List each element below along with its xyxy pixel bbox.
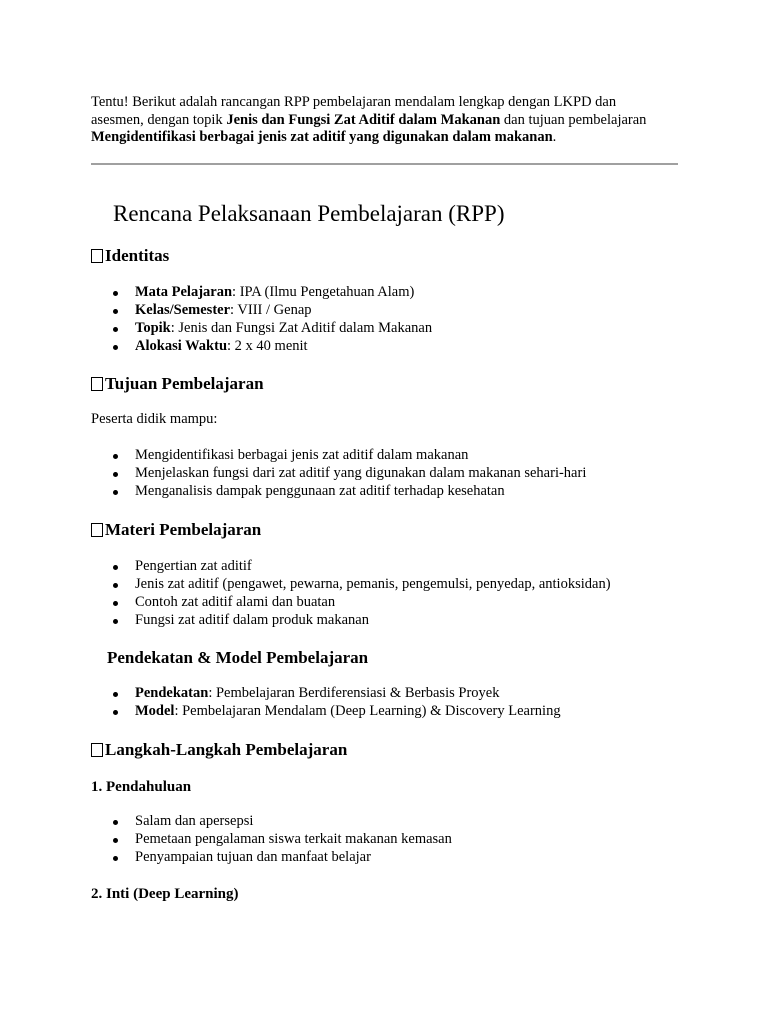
tujuan-list [113, 447, 586, 501]
item-value: : Pembelajaran Mendalam (Deep Learning) & Discovery Learning [174, 703, 561, 719]
bullet-icon [113, 291, 118, 296]
intro-goal-bold: Mengidentifikasi berbagai jenis zat aditif yang digunakan dalam makanan [91, 129, 553, 145]
list-item [113, 685, 561, 703]
list-item [113, 302, 432, 320]
intro-line-3 [91, 129, 691, 147]
list-item [113, 465, 586, 483]
document-title: Rencana Pelaksanaan Pembelajaran (RPP) [113, 201, 505, 226]
item-text: Contoh zat aditif alami dan buatan [135, 594, 336, 610]
bullet-icon [113, 490, 118, 495]
list-item [113, 338, 432, 356]
subheading-inti: 2. Inti (Deep Learning) [91, 886, 239, 902]
bullet-icon [113, 472, 118, 477]
item-text: Menganalisis dampak penggunaan zat aditif terhadap kesehatan [135, 483, 505, 499]
pendahuluan-list [113, 813, 452, 867]
heading-pendekatan: Pendekatan & Model Pembelajaran [107, 648, 369, 667]
heading-materi-text: Materi Pembelajaran [105, 520, 262, 539]
item-text: Fungsi zat aditif dalam produk makanan [135, 612, 369, 628]
list-item [113, 612, 611, 630]
tujuan-intro: Peserta didik mampu: [91, 411, 218, 427]
intro-line-2-text: asesmen, dengan topik [91, 111, 227, 128]
identitas-list [113, 284, 432, 356]
heading-tujuan [91, 374, 264, 394]
item-value: : IPA (Ilmu Pengetahuan Alam) [232, 284, 415, 300]
list-item [113, 813, 452, 831]
item-text: Pemetaan pengalaman siswa terkait makanan kemasan [135, 831, 452, 847]
item-text: Menjelaskan fungsi dari zat aditif yang digunakan dalam makanan sehari-hari [135, 465, 587, 481]
item-text: Jenis zat aditif (pengawet, pewarna, pemanis, pengemulsi, penyedap, antioksidan) [135, 576, 611, 592]
list-item [113, 483, 586, 501]
intro-line-3-tail: . [552, 129, 557, 145]
intro-line-2-tail: dan tujuan pembelajaran [500, 111, 647, 128]
subheading-pendahuluan: 1. Pendahuluan [91, 779, 192, 795]
item-text: Penyampaian tujuan dan manfaat belajar [135, 849, 371, 865]
materi-list [113, 558, 611, 630]
intro-line-2 [91, 112, 691, 130]
heading-identitas [91, 246, 169, 266]
item-text: Pengertian zat aditif [135, 558, 252, 574]
item-label: Model [135, 703, 175, 719]
heading-identitas-text: Identitas [105, 246, 170, 265]
list-item [113, 576, 611, 594]
bullet-icon [113, 454, 118, 459]
list-item [113, 849, 452, 867]
heading-langkah [91, 740, 347, 760]
list-item [113, 703, 561, 721]
item-text: Salam dan apersepsi [135, 813, 254, 829]
bullet-icon [113, 345, 118, 350]
item-value: : 2 x 40 menit [227, 338, 308, 354]
bullet-icon [113, 327, 118, 332]
bullet-icon [113, 565, 118, 570]
intro-topic-bold: Jenis dan Fungsi Zat Aditif dalam Makanan [226, 111, 501, 128]
list-item [113, 558, 611, 576]
heading-tujuan-text: Tujuan Pembelajaran [105, 374, 264, 393]
item-label: Mata Pelajaran [135, 284, 233, 300]
intro-line-1: Tentu! Berikut adalah rancangan RPP pembelajaran mendalam lengkap dengan LKPD dan [91, 94, 617, 110]
heading-materi [91, 520, 261, 540]
item-label: Kelas/Semester [135, 302, 231, 318]
item-text: Mengidentifikasi berbagai jenis zat aditif dalam makanan [135, 447, 469, 463]
item-value: : Jenis dan Fungsi Zat Aditif dalam Makanan [170, 320, 433, 336]
list-item [113, 447, 586, 465]
missing-glyph-icon [91, 523, 103, 537]
bullet-icon [113, 710, 118, 715]
bullet-icon [113, 619, 118, 624]
bullet-icon [113, 820, 118, 825]
missing-glyph-icon [91, 249, 103, 263]
horizontal-rule [91, 163, 678, 165]
pendekatan-list [113, 685, 561, 721]
item-value: : VIII / Genap [230, 302, 312, 318]
bullet-icon [113, 856, 118, 861]
list-item [113, 594, 611, 612]
item-label: Alokasi Waktu [135, 338, 228, 354]
bullet-icon [113, 583, 118, 588]
missing-glyph-icon [91, 743, 103, 757]
bullet-icon [113, 692, 118, 697]
bullet-icon [113, 601, 118, 606]
intro-paragraph [91, 94, 691, 147]
list-item [113, 831, 452, 849]
bullet-icon [113, 309, 118, 314]
list-item [113, 284, 432, 302]
missing-glyph-icon [91, 377, 103, 391]
item-label: Pendekatan [135, 685, 209, 701]
item-label: Topik [135, 320, 171, 336]
list-item [113, 320, 432, 338]
item-value: : Pembelajaran Berdiferensiasi & Berbasis Proyek [208, 685, 500, 701]
bullet-icon [113, 838, 118, 843]
heading-langkah-text: Langkah-Langkah Pembelajaran [105, 740, 348, 759]
